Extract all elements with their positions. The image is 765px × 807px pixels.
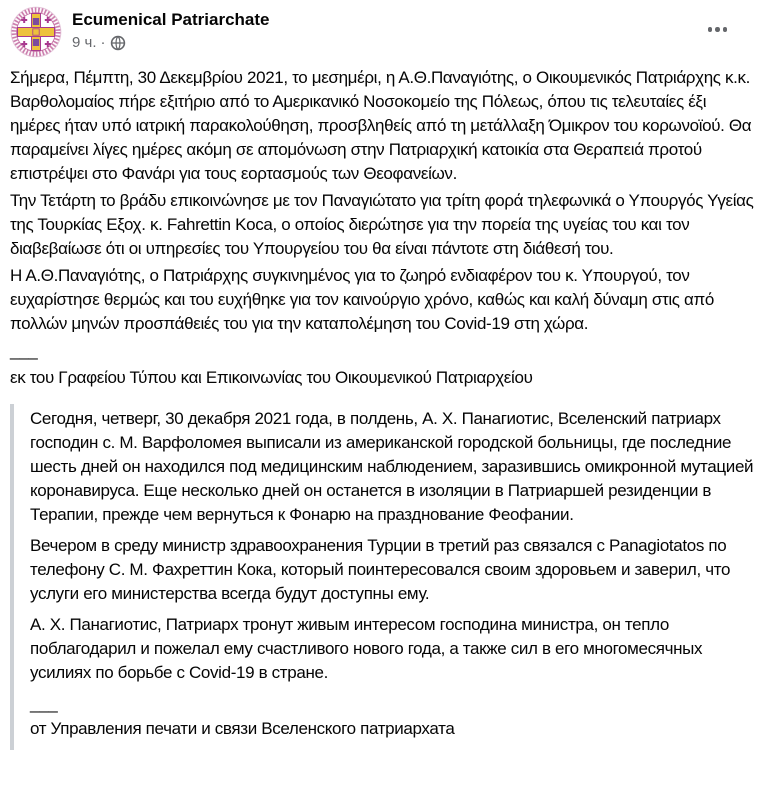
dot-icon bbox=[708, 27, 713, 32]
post-meta bbox=[72, 33, 269, 52]
meta-dot-separator: · bbox=[100, 34, 106, 51]
post-paragraph-ru-2: Вечером в среду министр здравоохранения Турции в третий раз связался с Panagiotatos по телефону С. М. Фахреттин Кока, который поинтересовался своим здоровьем и заверил, что услуги его министерства всегда будут доступны ему. bbox=[30, 536, 731, 603]
post-paragraph-ru-1: Сегодня, четверг, 30 декабря 2021 года, в полдень, А. Х. Панагиотис, Вселенский патриарх господин с. М. Варфоломея выписали из американской городской больницы, где последние шесть дней он находился под медицинским наблюдением, заразившись омикронной мутацией коронавируса. Еще несколько дней он останется в изоляции в Патриаршей резиденции в Терапии, прежде чем вернуться к Фонарю на празднование Феофании. bbox=[30, 409, 754, 524]
signature-russian: от Управления печати и связи Вселенского патриархата bbox=[30, 719, 455, 738]
signature-greek: εκ του Γραφείου Τύπου και Επικοινωνίας του Οικουμενικού Πατριαρχείου bbox=[10, 368, 533, 387]
header-text bbox=[72, 6, 269, 52]
timestamp-link[interactable]: 9 ч. bbox=[72, 34, 97, 51]
dot-icon bbox=[723, 27, 728, 32]
post-paragraph-el-1: Σήμερα, Πέμπτη, 30 Δεκεμβρίου 2021, το μεσημέρι, η Α.Θ.Παναγιότης, ο Οικουμενικός Πατριάρχης κ.κ. Βαρθολομαίος πήρε εξιτήριο από το Αμερικανικό Νοσοκομείο της Πόλεως, όπου τις τελευταίες έξι ημέρες ήταν υπό ιατρική παρακολούθηση, προσβληθείς από τη μετάλλαξη Όμικρον του κορωνοϊού. Θα παραμείνει λίγες ημέρες ακόμη σε απομόνωση στην Πατριαρχική κατοικία στα Θεραπειά προτού επιστρέψει στο Φανάρι για τους εορτασμούς των Θεοφανείων. bbox=[10, 68, 752, 183]
post-header bbox=[0, 0, 765, 62]
post-paragraph-ru-3: А. Х. Панагиотис, Патриарх тронут живым интересом господина министра, он тепло поблагодарил и пожелал ему счастливого нового года, а также сил в его многомесячных усилиях по борьбе с Covid-19 в стране. bbox=[30, 615, 703, 682]
patriarchate-seal-icon bbox=[10, 6, 62, 58]
globe-icon bbox=[110, 35, 126, 51]
dot-icon bbox=[715, 27, 720, 32]
post-text bbox=[0, 62, 765, 750]
post-paragraph-el-3: Η Α.Θ.Παναγιότης, ο Πατριάρχης συγκινημένος για το ζωηρό ενδιαφέρον του κ. Υπουργού, τον ευχαρίστησε θερμώς και του ευχήθηκε για τον καινούργιο χρόνο, καθώς και καλή δύναμη στις από πολλών μηνών προσπάθειές του για την καταπολέμηση του Covid-19 στη χώρα. bbox=[10, 266, 714, 333]
separator-line: ___ bbox=[10, 341, 38, 360]
separator-line: ___ bbox=[30, 694, 58, 713]
post-paragraph-el-2: Την Τετάρτη το βράδυ επικοινώνησε με τον Παναγιώτατο για τρίτη φορά τηλεφωνικά ο Υπουργός Υγείας της Τουρκίας Εξοχ. κ. Fahrettin Koca, ο οποίος διερώτησε για την πορεία της υγείας του και τον διαβεβαίωσε ότι οι υπηρεσίες του Υπουργείου του θα είναι πάντοτε στη διάθεσή του. bbox=[10, 191, 754, 258]
page-name-link[interactable]: Ecumenical Patriarchate bbox=[72, 10, 270, 29]
russian-translation-quote bbox=[10, 404, 755, 750]
more-options-button[interactable] bbox=[704, 19, 732, 40]
avatar[interactable] bbox=[10, 6, 62, 58]
